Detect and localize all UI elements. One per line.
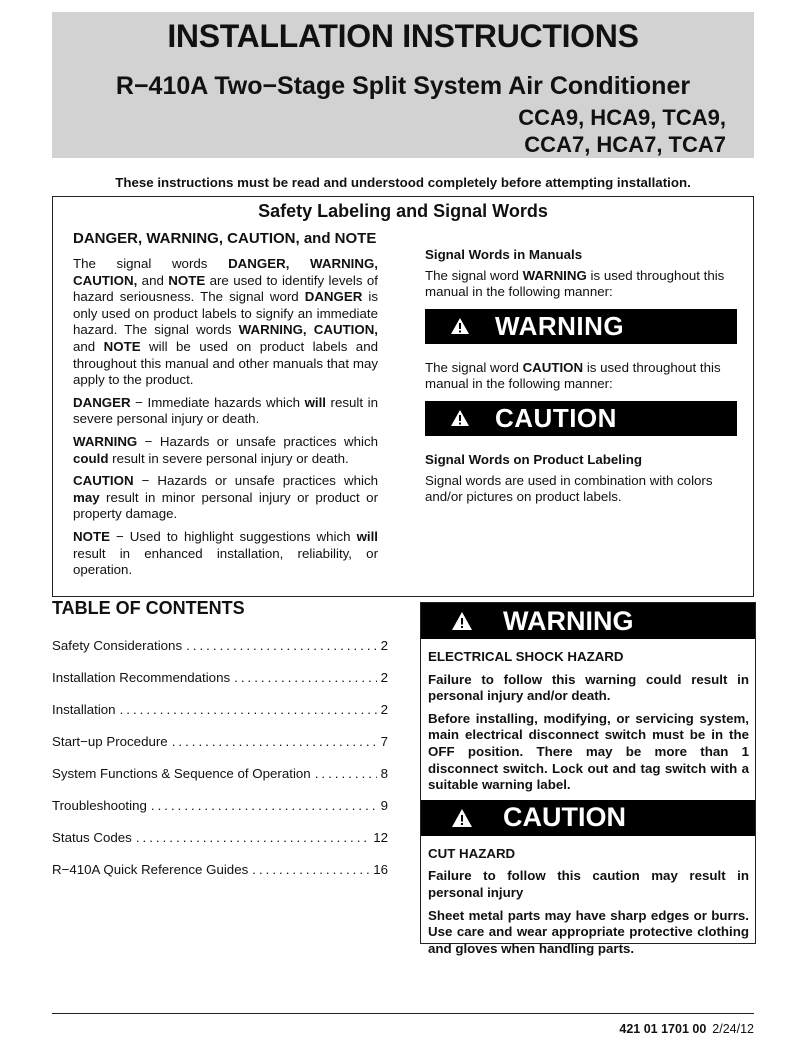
caution-triangle-icon (425, 409, 495, 427)
warning-hazard-title: ELECTRICAL SHOCK HAZARD (428, 649, 624, 664)
document-number: 421 01 1701 00 (619, 1022, 707, 1036)
signal-words-intro: The signal words DANGER, WARNING, CAUTION, and NOTE are used to identify levels of hazard seriousness. The signal word DANGER is only used on product labels to signify an immediate hazard. The signal words WARNING, CAUTION, and NOTE will be used on product labels and throughout this manual and other manuals that may apply to the product. (73, 256, 379, 388)
danger-definition: DANGER − Immediate hazards which will result in severe personal injury or death. (73, 394, 378, 427)
caution-hazard-title: CUT HAZARD (428, 845, 516, 861)
caution-sample-banner (425, 401, 737, 436)
caution-definition: CAUTION − Hazards or unsafe practices which may result in minor personal injury or product or property damage. (73, 473, 378, 522)
toc-entry[interactable]: Troubleshooting ..... 9 (52, 798, 388, 830)
footer-divider (52, 1013, 754, 1014)
table-of-contents (52, 638, 388, 894)
warning-banner-label: WARNING (503, 605, 634, 636)
signal-words-left-column (73, 230, 378, 585)
caution-instructions: Sheet metal parts may have sharp edges or burrs. Use care and wear appropriate protective clothing and gloves when handling parts. (428, 907, 749, 956)
footer (619, 1022, 754, 1036)
caution-triangle-icon (421, 808, 503, 828)
model-list (518, 104, 726, 158)
toc-entry[interactable]: System Functions & Sequence of Operation ..... 8 (52, 766, 388, 798)
signal-words-heading: DANGER, WARNING, CAUTION, and NOTE (73, 230, 377, 247)
warning-instructions: Before installing, modifying, or servicing system, main electrical disconnect switch must be in the OFF position. There may be more than 1 disconnect switch. Lock out and tag switch with a suitable warning label. (428, 710, 749, 793)
warning-triangle-icon (421, 611, 503, 631)
labeling-text: Signal words are used in combination with colors and/or pictures on product labels. (425, 472, 713, 505)
caution-content (421, 836, 755, 958)
note-definition: NOTE − Used to highlight suggestions which will result in enhanced installation, reliability, or operation. (73, 528, 378, 578)
safety-labeling-box (52, 196, 754, 597)
caution-consequence: Failure to follow this caution may result in personal injury (428, 868, 749, 900)
signal-words-right-column (425, 247, 737, 506)
document-date: 2/24/12 (712, 1022, 754, 1036)
manuals-heading: Signal Words in Manuals (425, 247, 583, 262)
caution-banner-label: CAUTION (503, 802, 626, 833)
safety-title: Safety Labeling and Signal Words (258, 201, 548, 221)
hazard-warning-box (420, 602, 756, 956)
toc-entry[interactable]: Installation ..... 2 (52, 702, 388, 734)
warning-consequence: Failure to follow this warning could result in personal injury and/or death. (428, 671, 749, 704)
caution-usage-text: The signal word CAUTION is used throughout this manual in the following manner: (425, 359, 721, 392)
toc-entry[interactable]: R−410A Quick Reference Guides ..... 16 (52, 862, 388, 894)
warning-triangle-icon (425, 317, 495, 335)
read-instructions-notice: These instructions must be read and understood completely before attempting installation. (115, 175, 691, 190)
toc-entry[interactable]: Start−up Procedure ..... 7 (52, 734, 388, 766)
document-title: INSTALLATION INSTRUCTIONS (167, 18, 639, 54)
warning-usage-text: The signal word WARNING is used throughout this manual in the following manner: (425, 267, 725, 300)
header-banner (52, 12, 754, 158)
warning-content (421, 639, 755, 794)
labeling-heading: Signal Words on Product Labeling (425, 451, 642, 467)
warning-banner (421, 603, 755, 639)
caution-banner (421, 800, 755, 836)
toc-title: TABLE OF CONTENTS (52, 598, 245, 618)
toc-entry[interactable]: Status Codes ..... 12 (52, 830, 388, 862)
warning-sample-banner (425, 309, 737, 344)
model-line-2: CCA7, HCA7, TCA7 (524, 132, 726, 157)
warning-definition: WARNING − Hazards or unsafe practices which could result in severe personal injury or death. (73, 433, 378, 466)
model-line-1: CCA9, HCA9, TCA9, (518, 105, 726, 130)
toc-entry[interactable]: Installation Recommendations ..... 2 (52, 670, 388, 702)
warning-sample-label: WARNING (495, 310, 625, 341)
toc-entry[interactable]: Safety Considerations ..... 2 (52, 638, 388, 670)
document-subtitle: R−410A Two−Stage Split System Air Conditioner (115, 72, 691, 100)
caution-sample-label: CAUTION (495, 403, 617, 434)
